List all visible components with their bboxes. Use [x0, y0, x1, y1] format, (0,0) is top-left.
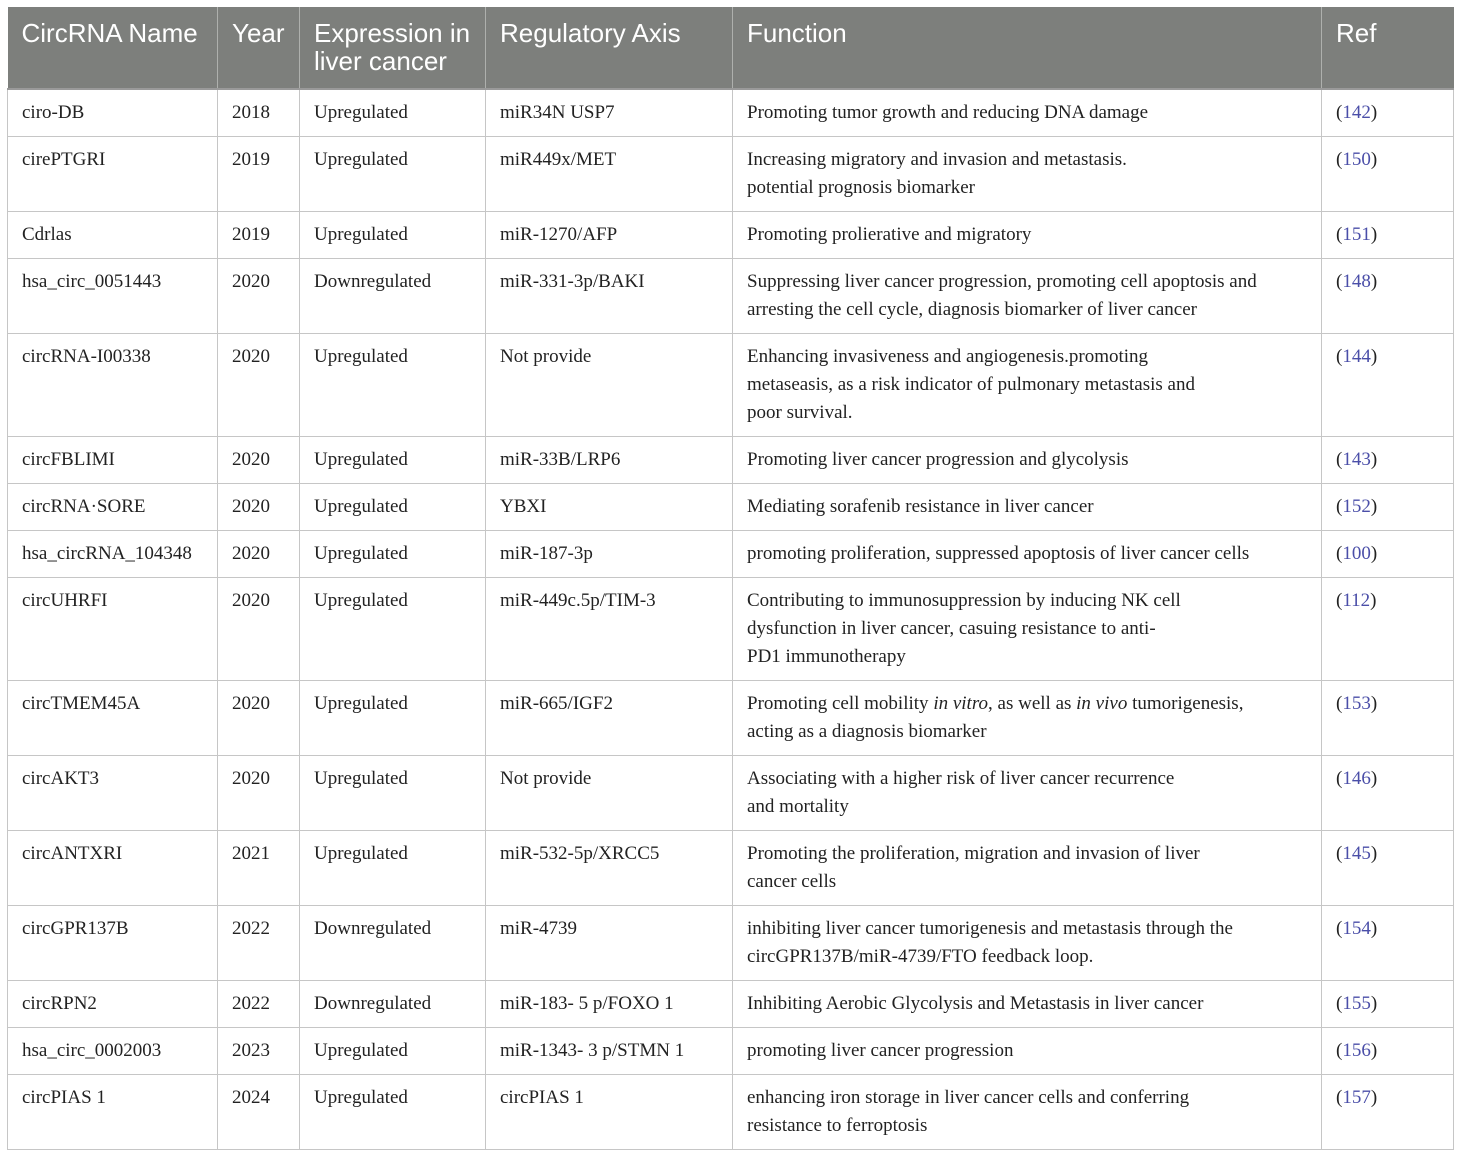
cell-year: 2022 — [218, 981, 300, 1028]
ref-link[interactable]: 153 — [1342, 693, 1371, 714]
cell-function — [733, 437, 1322, 484]
table-row — [8, 484, 1454, 531]
function-line — [747, 690, 1307, 718]
function-line: acting as a diagnosis biomarker — [747, 721, 987, 742]
cell-ref: (156) — [1322, 1028, 1454, 1075]
cell-name: Cdrlas — [8, 212, 218, 259]
cell-expression: Upregulated — [300, 137, 486, 212]
cell-function — [733, 831, 1322, 906]
cell-year: 2023 — [218, 1028, 300, 1075]
function-line: inhibiting liver cancer tumorigenesis and metastasis through the — [747, 918, 1233, 939]
cell-expression: Upregulated — [300, 1075, 486, 1150]
table-row — [8, 259, 1454, 334]
function-line: promoting liver cancer progression — [747, 1040, 1014, 1061]
cell-function — [733, 981, 1322, 1028]
cell-ref: (155) — [1322, 981, 1454, 1028]
header-year: Year — [218, 7, 300, 89]
header-ref: Ref — [1322, 7, 1454, 89]
cell-function — [733, 137, 1322, 212]
header-expression-text: Expression in liver cancer — [314, 18, 471, 76]
cell-name: circRNA-I00338 — [8, 334, 218, 437]
cell-ref: (100) — [1322, 531, 1454, 578]
cell-year: 2021 — [218, 831, 300, 906]
cell-name: circUHRFI — [8, 578, 218, 681]
cell-function — [733, 212, 1322, 259]
function-line: Suppressing liver cancer progression, promoting cell apoptosis and — [747, 271, 1257, 292]
cell-function — [733, 484, 1322, 531]
ref-link[interactable]: 154 — [1342, 918, 1371, 939]
cell-axis: miR-33B/LRP6 — [486, 437, 733, 484]
cell-expression: Downregulated — [300, 906, 486, 981]
cell-axis: miR-665/IGF2 — [486, 681, 733, 756]
cell-year: 2020 — [218, 531, 300, 578]
function-line: Promoting prolierative and migratory — [747, 224, 1032, 245]
cell-ref: (143) — [1322, 437, 1454, 484]
cell-ref: (150) — [1322, 137, 1454, 212]
cell-ref: (157) — [1322, 1075, 1454, 1150]
cell-function — [733, 578, 1322, 681]
function-line: Contributing to immunosuppression by inducing NK cell — [747, 590, 1181, 611]
function-line: Inhibiting Aerobic Glycolysis and Metastasis in liver cancer — [747, 993, 1204, 1014]
function-text: tumorigenesis, — [1127, 693, 1244, 714]
cell-expression: Upregulated — [300, 89, 486, 137]
cell-year: 2020 — [218, 578, 300, 681]
cell-axis: Not provide — [486, 756, 733, 831]
function-line: arresting the cell cycle, diagnosis biomarker of liver cancer — [747, 299, 1197, 320]
cell-function — [733, 1028, 1322, 1075]
function-line: Increasing migratory and invasion and metastasis. — [747, 149, 1127, 170]
cell-name: hsa_circ_0051443 — [8, 259, 218, 334]
cell-axis: miR-183- 5 p/FOXO 1 — [486, 981, 733, 1028]
header-function: Function — [733, 7, 1322, 89]
function-line: poor survival. — [747, 402, 853, 423]
cell-year: 2022 — [218, 906, 300, 981]
cell-name: circAKT3 — [8, 756, 218, 831]
cell-axis: miR-331-3p/BAKI — [486, 259, 733, 334]
header-regulatory-axis: Regulatory Axis — [486, 7, 733, 89]
cell-ref: (152) — [1322, 484, 1454, 531]
cell-year: 2020 — [218, 437, 300, 484]
cell-ref: (145) — [1322, 831, 1454, 906]
function-line: Associating with a higher risk of liver cancer recurrence — [747, 768, 1175, 789]
cell-expression: Upregulated — [300, 1028, 486, 1075]
ref-link[interactable]: 142 — [1342, 102, 1371, 123]
cell-expression: Upregulated — [300, 578, 486, 681]
cell-year: 2024 — [218, 1075, 300, 1150]
cell-name: hsa_circ_0002003 — [8, 1028, 218, 1075]
table-row — [8, 1028, 1454, 1075]
table-row — [8, 906, 1454, 981]
cell-axis: miR-449c.5p/TIM-3 — [486, 578, 733, 681]
cell-year: 2020 — [218, 756, 300, 831]
cell-expression: Upregulated — [300, 484, 486, 531]
table-row — [8, 137, 1454, 212]
function-line: Promoting the proliferation, migration and invasion of liver — [747, 843, 1200, 864]
cell-axis: circPIAS 1 — [486, 1075, 733, 1150]
function-line: cancer cells — [747, 871, 837, 892]
ref-link[interactable]: 152 — [1342, 496, 1371, 517]
function-text: Promoting cell mobility — [747, 693, 934, 714]
cell-name: circRNA·SORE — [8, 484, 218, 531]
cell-name: circRPN2 — [8, 981, 218, 1028]
ref-link[interactable]: 100 — [1342, 543, 1371, 564]
table-row — [8, 1075, 1454, 1150]
cell-expression: Upregulated — [300, 531, 486, 578]
cell-expression: Upregulated — [300, 681, 486, 756]
function-line: resistance to ferroptosis — [747, 1115, 928, 1136]
cell-expression: Downregulated — [300, 981, 486, 1028]
function-line: promoting proliferation, suppressed apoptosis of liver cancer cells — [747, 543, 1250, 564]
function-text: , as well as — [988, 693, 1077, 714]
cell-expression: Upregulated — [300, 212, 486, 259]
cell-year: 2020 — [218, 484, 300, 531]
table-row — [8, 981, 1454, 1028]
header-row — [8, 7, 1454, 89]
function-line: dysfunction in liver cancer, casuing resistance to anti- — [747, 618, 1156, 639]
cell-function — [733, 1075, 1322, 1150]
cell-year: 2020 — [218, 681, 300, 756]
cell-axis: miR-532-5p/XRCC5 — [486, 831, 733, 906]
cell-ref: (146) — [1322, 756, 1454, 831]
function-line: potential prognosis biomarker — [747, 177, 975, 198]
table-row — [8, 334, 1454, 437]
cell-name: ciro-DB — [8, 89, 218, 137]
cell-ref: (153) — [1322, 681, 1454, 756]
cell-expression: Upregulated — [300, 831, 486, 906]
table-row — [8, 756, 1454, 831]
cell-axis: miR-1270/AFP — [486, 212, 733, 259]
cell-function — [733, 334, 1322, 437]
cell-year: 2020 — [218, 259, 300, 334]
table-row — [8, 578, 1454, 681]
cell-axis: miR34N USP7 — [486, 89, 733, 137]
ref-link[interactable]: 148 — [1342, 271, 1371, 292]
cell-name: circFBLIMI — [8, 437, 218, 484]
function-line: Mediating sorafenib resistance in liver cancer — [747, 496, 1094, 517]
function-italic: in vitro — [933, 693, 989, 714]
header-circrna-name: CircRNA Name — [8, 7, 218, 89]
ref-link[interactable]: 151 — [1342, 224, 1371, 245]
cell-axis: YBXI — [486, 484, 733, 531]
function-line: and mortality — [747, 796, 849, 817]
function-line: circGPR137B/miR-4739/FTO feedback loop. — [747, 946, 1094, 967]
cell-name: cirePTGRI — [8, 137, 218, 212]
table-container — [7, 7, 1453, 1150]
ref-link[interactable]: 112 — [1342, 590, 1371, 611]
ref-link[interactable]: 146 — [1342, 768, 1371, 789]
cell-function — [733, 259, 1322, 334]
ref-link[interactable]: 156 — [1342, 1040, 1371, 1061]
table-row — [8, 89, 1454, 137]
cell-expression: Upregulated — [300, 756, 486, 831]
table-row — [8, 212, 1454, 259]
cell-ref: (154) — [1322, 906, 1454, 981]
circrna-table — [7, 7, 1454, 1150]
cell-axis: miR449x/MET — [486, 137, 733, 212]
function-line: enhancing iron storage in liver cancer cells and conferring — [747, 1087, 1190, 1108]
function-line: Promoting tumor growth and reducing DNA damage — [747, 102, 1149, 123]
cell-name: circTMEM45A — [8, 681, 218, 756]
cell-ref: (148) — [1322, 259, 1454, 334]
table-row — [8, 531, 1454, 578]
table-row — [8, 681, 1454, 756]
cell-ref: (151) — [1322, 212, 1454, 259]
cell-year: 2019 — [218, 212, 300, 259]
ref-link[interactable]: 145 — [1342, 843, 1371, 864]
cell-axis: miR-4739 — [486, 906, 733, 981]
cell-function — [733, 906, 1322, 981]
cell-expression: Upregulated — [300, 437, 486, 484]
function-line: PD1 immunotherapy — [747, 646, 906, 667]
cell-year: 2020 — [218, 334, 300, 437]
table-row — [8, 437, 1454, 484]
cell-expression: Upregulated — [300, 334, 486, 437]
header-expression — [300, 7, 486, 89]
cell-ref: (112) — [1322, 578, 1454, 681]
ref-link[interactable]: 157 — [1342, 1087, 1371, 1108]
cell-axis: miR-187-3p — [486, 531, 733, 578]
ref-link[interactable]: 143 — [1342, 449, 1371, 470]
ref-link[interactable]: 144 — [1342, 346, 1371, 367]
cell-name: circGPR137B — [8, 906, 218, 981]
ref-link[interactable]: 155 — [1342, 993, 1371, 1014]
ref-link[interactable]: 150 — [1342, 149, 1371, 170]
cell-name: circPIAS 1 — [8, 1075, 218, 1150]
cell-function — [733, 531, 1322, 578]
function-line: metaseasis, as a risk indicator of pulmonary metastasis and — [747, 374, 1195, 395]
function-line: Enhancing invasiveness and angiogenesis.promoting — [747, 346, 1149, 367]
cell-year: 2018 — [218, 89, 300, 137]
cell-ref: (144) — [1322, 334, 1454, 437]
cell-name: circANTXRI — [8, 831, 218, 906]
cell-axis: miR-1343- 3 p/STMN 1 — [486, 1028, 733, 1075]
table-row — [8, 831, 1454, 906]
cell-year: 2019 — [218, 137, 300, 212]
cell-expression: Downregulated — [300, 259, 486, 334]
cell-function — [733, 89, 1322, 137]
cell-ref: (142) — [1322, 89, 1454, 137]
cell-name: hsa_circRNA_104348 — [8, 531, 218, 578]
cell-function — [733, 681, 1322, 756]
function-italic: in vivo — [1076, 693, 1128, 714]
function-line: Promoting liver cancer progression and glycolysis — [747, 449, 1129, 470]
cell-function — [733, 756, 1322, 831]
cell-axis: Not provide — [486, 334, 733, 437]
